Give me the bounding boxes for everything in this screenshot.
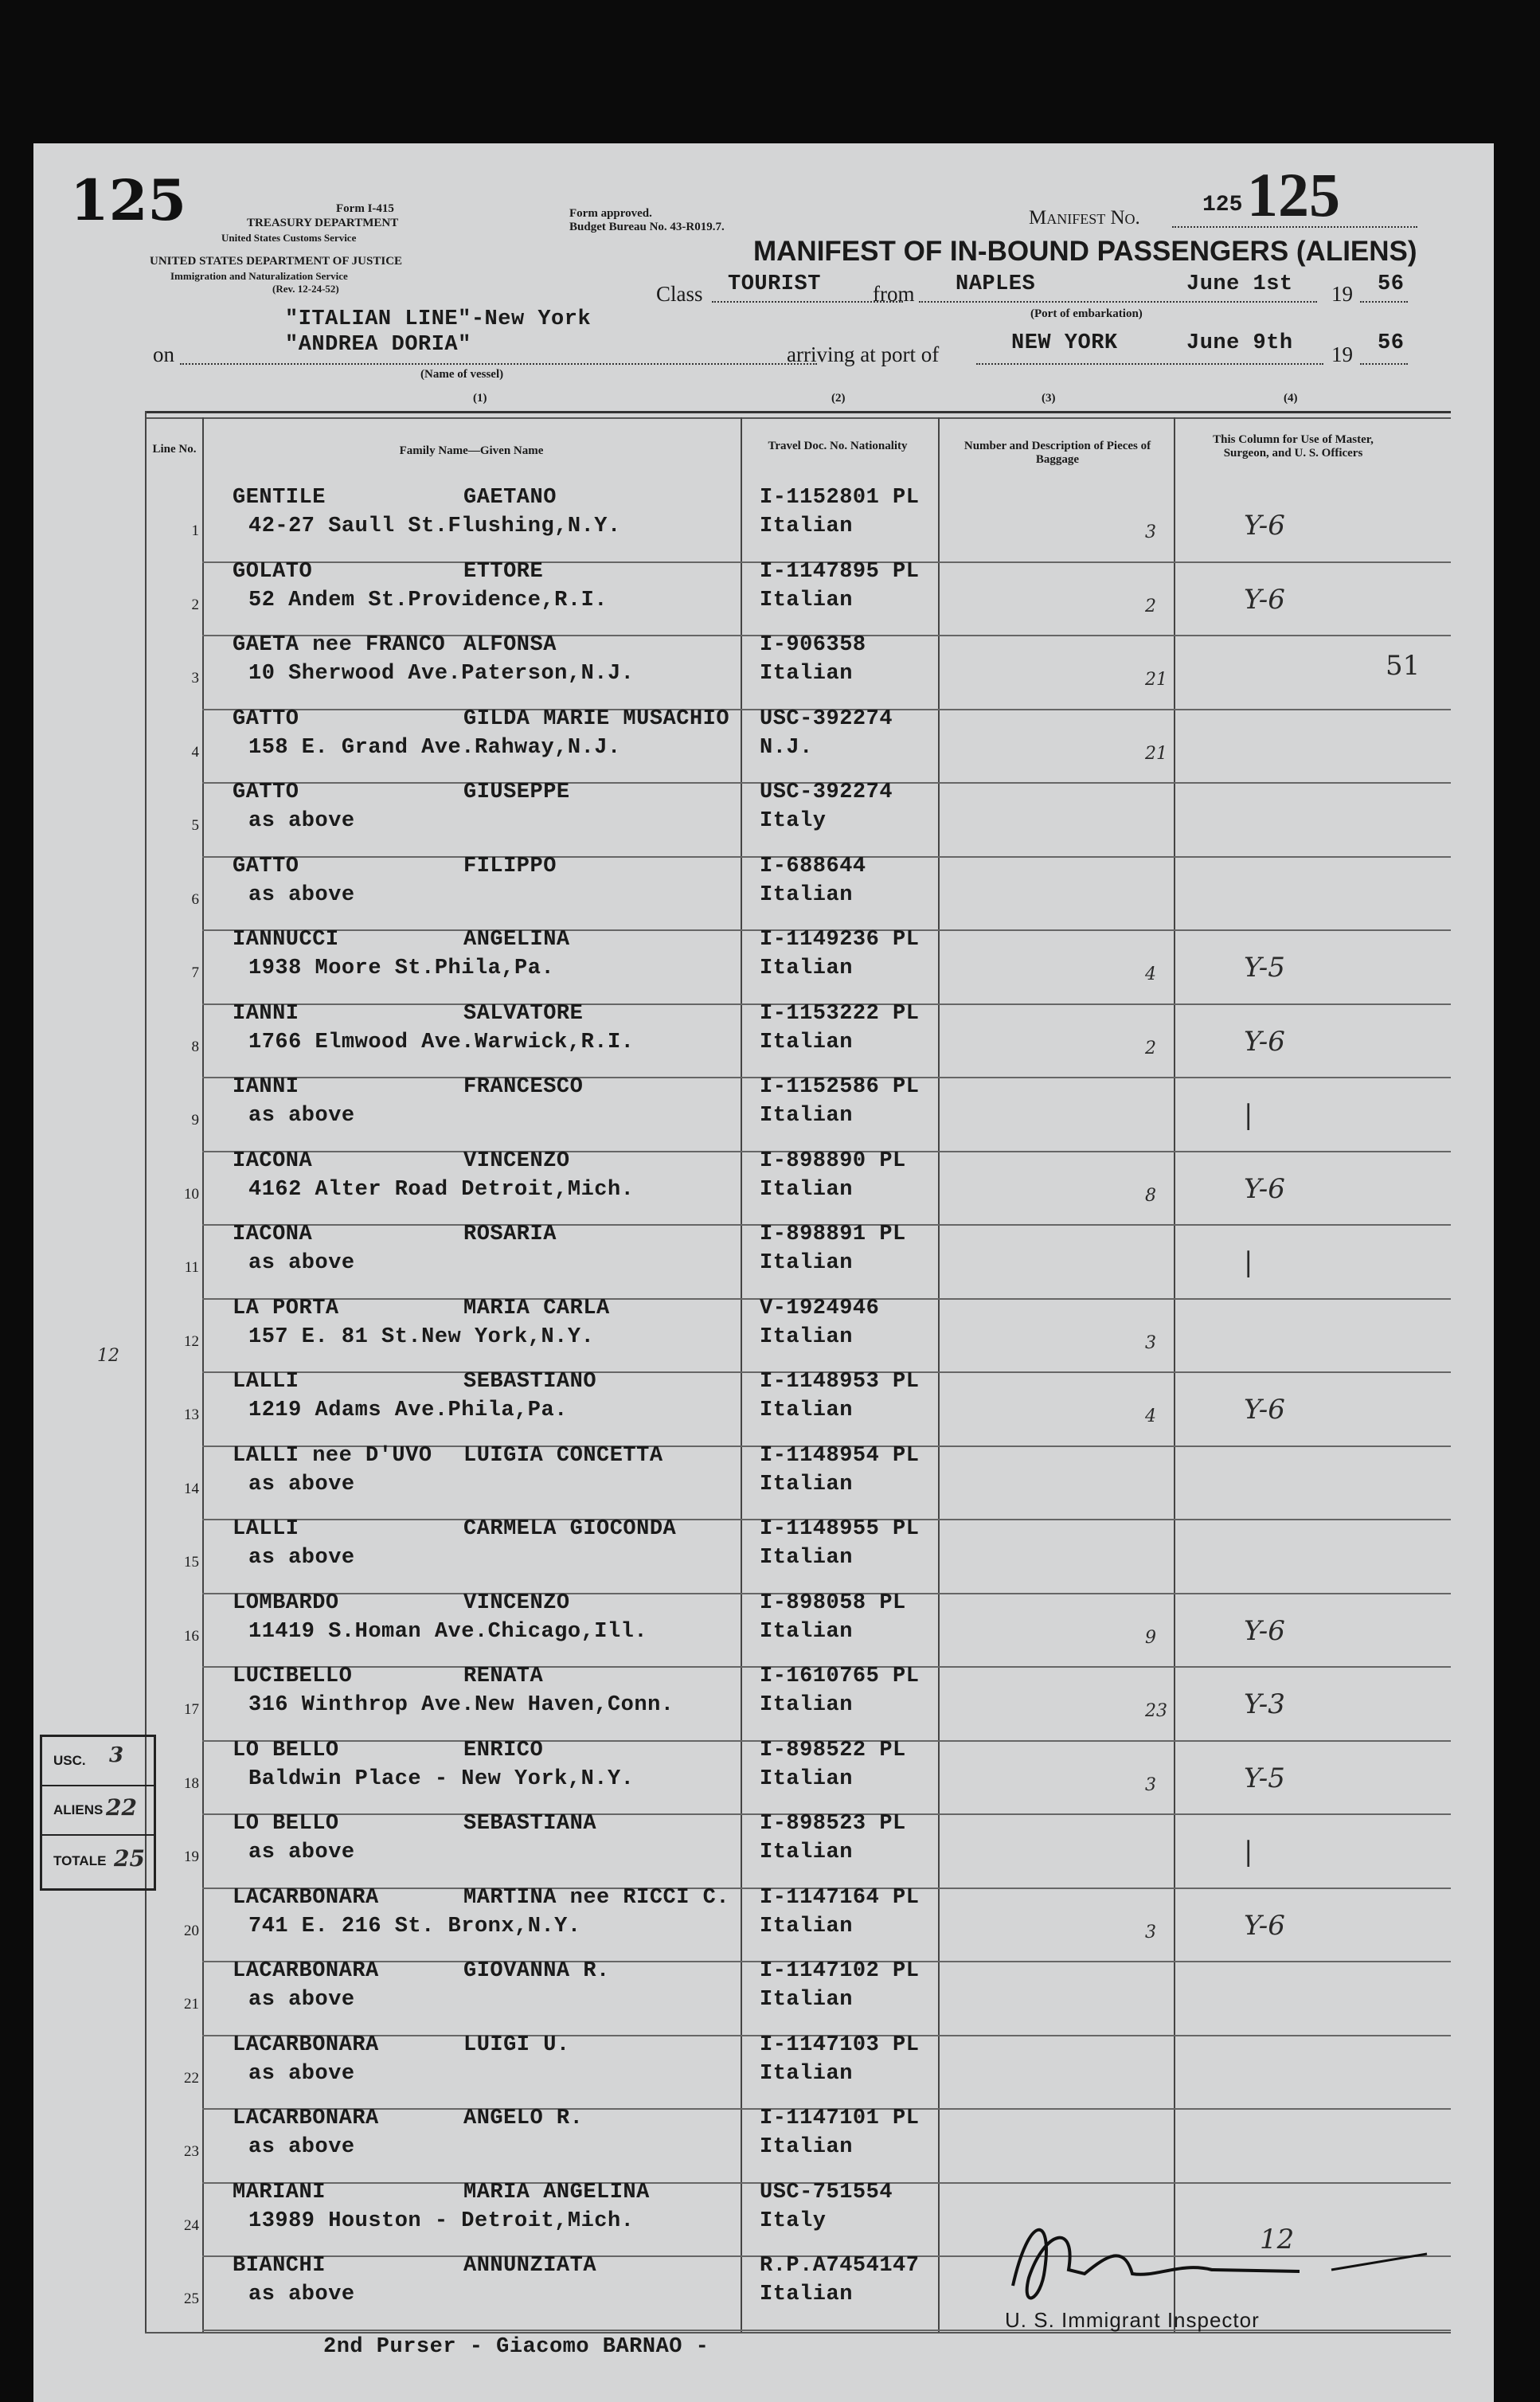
immigrant-inspector-label: U. S. Immigrant Inspector [1005,2308,1260,2332]
line-number: 22 [184,2069,199,2087]
family-name: GATTO [233,854,299,878]
given-name: VINCENZO [463,1590,570,1615]
header-travel-doc: Travel Doc. No. Nationality [768,440,908,452]
column-number-4: (4) [1284,392,1298,405]
usc-label: USC. [53,1753,86,1768]
manifest-title: MANIFEST OF IN-BOUND PASSENGERS (ALIENS) [753,236,1417,267]
baggage-count: 4 [1145,1406,1156,1426]
family-name: LO BELLO [233,1738,339,1762]
travel-doc-number: I-898890 PL [760,1148,906,1173]
total-label: TOTALE [53,1853,107,1868]
manifest-number-typed: 125 [1202,193,1243,217]
address: as above [248,2283,355,2306]
address: 316 Winthrop Ave.New Haven,Conn. [248,1693,674,1717]
given-name: GIOVANNA R. [463,1959,610,1983]
family-name: IACONA [233,1148,313,1173]
treasury-department: TREASURY DEPARTMENT [247,217,399,229]
address: as above [248,1988,355,2012]
signature-number: 12 [1260,2224,1295,2255]
line-number: 19 [184,1848,199,1865]
family-name: GENTILE [233,486,326,510]
line-number: 21 [184,1996,199,2013]
given-name: LUIGIA CONCETTA [463,1443,663,1468]
totals-stamp [40,1735,156,1891]
given-name: MARTINA nee RICCI C. [463,1885,730,1910]
on-label: on [153,342,174,366]
address: 1766 Elmwood Ave.Warwick,R.I. [248,1030,635,1054]
family-name: GOLATO [233,559,313,584]
line-number: 7 [191,964,199,981]
nationality: Italian [760,1841,853,1864]
travel-doc-number: I-1610765 PL [760,1665,920,1688]
shipping-line: "ITALIAN LINE"-New York [285,307,592,331]
form-approved: Form approved. [569,207,652,220]
table-row [202,2330,1451,2331]
address: 741 E. 216 St. Bronx,N.Y. [248,1914,581,1938]
nationality: Italian [760,588,853,612]
vessel-name: "ANDREA DORIA" [285,333,471,357]
travel-doc-number: V-1924946 [760,1296,880,1320]
officer-mark: | [1244,1836,1253,1868]
departure-year-prefix: 19 [1331,282,1353,306]
line-number: 2 [191,596,199,613]
travel-doc-number: I-688644 [760,854,866,878]
given-name: FRANCESCO [463,1075,584,1099]
nationality: Italian [760,1693,853,1717]
line-number: 24 [184,2216,199,2234]
family-name: LACARBONARA [233,2107,379,2130]
address: 1938 Moore St.Phila,Pa. [248,956,555,980]
nationality: Italian [760,1324,853,1349]
line-number: 18 [184,1774,199,1792]
address: 11419 S.Homan Ave.Chicago,Ill. [248,1619,648,1644]
officer-mark: Y-6 [1244,1025,1285,1058]
address: as above [248,2061,355,2086]
nationality: Italian [760,1030,853,1054]
address: as above [248,2135,355,2159]
baggage-count: 8 [1145,1185,1156,1206]
family-name: LACARBONARA [233,2032,379,2057]
usc-count: 3 [109,1743,124,1767]
travel-doc-number: I-1148954 PL [760,1443,920,1468]
family-name: LALLI [233,1370,299,1394]
officer-mark: Y-6 [1244,583,1285,616]
header-name: Family Name—Given Name [399,444,544,457]
line-number: 8 [191,1038,199,1055]
travel-doc-number: I-1152586 PL [760,1075,920,1099]
family-name: MARIANI [233,2180,326,2204]
line-number: 23 [184,2143,199,2160]
given-name: MARIA ANGELINA [463,2180,650,2204]
travel-doc-number: I-898522 PL [760,1738,906,1762]
address: as above [248,809,355,833]
nationality: Italian [760,514,853,538]
line-number: 1 [191,522,199,539]
line-number: 25 [184,2291,199,2307]
nationality: Italian [760,2061,853,2086]
family-name: LA PORTA [233,1296,339,1320]
family-name: IANNUCCI [233,928,339,952]
form-number: Form I-415 [336,202,394,215]
baggage-count: 21 [1145,670,1167,690]
baggage-count: 3 [1145,1922,1156,1942]
nationality: Italy [760,2208,827,2233]
nationality: Italian [760,1766,853,1791]
port-of-embarkation-caption: (Port of embarkation) [1030,307,1143,320]
travel-doc-number: I-1152801 PL [760,486,920,510]
given-name: ANGELO R. [463,2107,584,2130]
nationality: Italian [760,1546,853,1570]
header-line-no: Line No. [152,443,197,456]
revision-date: (Rev. 12-24-52) [272,283,339,295]
line-number: 4 [191,743,199,761]
nationality: Italian [760,2135,853,2159]
arrival-port: NEW YORK [1011,331,1118,355]
baggage-count: 9 [1145,1627,1156,1648]
address: Baldwin Place - New York,N.Y. [248,1766,635,1791]
total-count: 25 [114,1845,145,1872]
given-name: LUIGI U. [463,2032,570,2057]
officer-mark: | [1244,1099,1253,1131]
nationality: N.J. [760,735,813,760]
nationality: Italian [760,1177,853,1202]
arrival-date: June 9th [1186,331,1293,355]
column-number-1: (1) [473,392,487,405]
officer-mark: Y-5 [1244,1762,1285,1794]
nationality: Italian [760,1988,853,2012]
given-name: GILDA MARIE MUSACHIO [463,706,730,731]
manifest-number-stamped: 125 [1247,160,1340,229]
baggage-count: 4 [1145,964,1156,984]
given-name: ANGELINA [463,928,570,952]
customs-service: United States Customs Service [221,232,357,244]
line-number: 10 [184,1185,199,1203]
arrival-year: 56 [1378,331,1405,355]
line-number: 5 [191,817,199,834]
address: 13989 Houston - Detroit,Mich. [248,2208,635,2233]
page-stamp-number: 125 [70,167,187,233]
address: 1219 Adams Ave.Phila,Pa. [248,1399,568,1422]
travel-doc-number: I-898058 PL [760,1590,906,1615]
immigration-service: Immigration and Naturalization Service [170,270,348,282]
line-number: 9 [191,1112,199,1129]
officer-mark: Y-3 [1244,1688,1285,1720]
travel-doc-number: R.P.A7454147 [760,2254,920,2278]
address: 42-27 Saull St.Flushing,N.Y. [248,514,621,538]
baggage-count: 2 [1145,1038,1156,1058]
line-number: 20 [184,1922,199,1939]
officer-mark: Y-6 [1244,1394,1285,1426]
address: as above [248,1472,355,1496]
travel-doc-number: I-898891 PL [760,1223,906,1246]
given-name: FILIPPO [463,854,557,878]
nationality: Italian [760,956,853,980]
travel-doc-number: I-1147102 PL [760,1959,920,1983]
travel-doc-number: I-1147164 PL [760,1885,920,1910]
travel-doc-number: I-1147895 PL [760,559,920,584]
address: as above [248,1546,355,1570]
nationality: Italian [760,1619,853,1644]
given-name: RENATA [463,1665,544,1688]
left-margin-note: 12 [97,1346,119,1366]
nationality: Italian [760,1399,853,1422]
family-name: LACARBONARA [233,1959,379,1983]
manifest-label: Manifest No. [1029,207,1140,229]
given-name: GIUSEPPE [463,780,570,804]
given-name: ENRICO [463,1738,544,1762]
baggage-count: 2 [1145,596,1156,616]
given-name: SEBASTIANO [463,1370,597,1394]
aliens-count: 22 [106,1794,137,1821]
nationality: Italian [760,882,853,907]
department-of-justice: UNITED STATES DEPARTMENT OF JUSTICE [150,255,403,268]
line-number: 16 [184,1627,199,1645]
family-name: GATTO [233,706,299,731]
officer-mark: Y-5 [1244,952,1285,984]
nationality: Italian [760,1914,853,1938]
travel-doc-number: USC-392274 [760,780,893,804]
departure-date: June 1st [1186,272,1293,296]
line-number: 6 [191,890,199,908]
given-name: SALVATORE [463,1001,584,1026]
port-of-embarkation: NAPLES [956,272,1036,296]
line-number: 12 [184,1332,199,1350]
travel-doc-number: I-1147101 PL [760,2107,920,2130]
purser-name: 2nd Purser - Giacomo BARNAO - [323,2335,709,2359]
header-officers: This Column for Use of Master, Surgeon, and U. S. Officers [1213,433,1374,460]
family-name: LO BELLO [233,1812,339,1836]
travel-doc-number: I-1153222 PL [760,1001,920,1026]
nationality: Italian [760,1251,853,1275]
column-number-3: (3) [1042,392,1056,405]
travel-doc-number: I-906358 [760,633,866,657]
baggage-count: 23 [1145,1701,1167,1721]
family-name: IANNI [233,1001,299,1026]
travel-doc-number: I-898523 PL [760,1812,906,1836]
travel-doc-number: I-1148955 PL [760,1517,920,1541]
line-number: 14 [184,1480,199,1497]
travel-doc-number: USC-392274 [760,706,893,731]
family-name: LUCIBELLO [233,1665,353,1688]
given-name: ETTORE [463,559,544,584]
address: as above [248,882,355,907]
address: 4162 Alter Road Detroit,Mich. [248,1177,635,1202]
officer-mark: Y-6 [1244,1172,1285,1205]
officer-mark: Y-6 [1244,1614,1285,1647]
officer-mark: Y-6 [1244,1909,1285,1942]
family-name: LALLI nee D'UVO [233,1443,432,1468]
header-baggage: Number and Description of Pieces of Baggage [963,440,1151,466]
address: 52 Andem St.Providence,R.I. [248,588,608,612]
nationality: Italian [760,2283,853,2306]
vessel-caption: (Name of vessel) [420,368,504,381]
family-name: LOMBARDO [233,1590,339,1615]
travel-doc-number: I-1148953 PL [760,1370,920,1394]
address: 10 Sherwood Ave.Paterson,N.J. [248,662,635,686]
given-name: SEBASTIANA [463,1812,597,1836]
given-name: ANNUNZIATA [463,2254,597,2278]
departure-year: 56 [1378,272,1405,296]
travel-doc-number: USC-751554 [760,2180,893,2204]
nationality: Italian [760,662,853,686]
line-number: 11 [184,1259,199,1276]
address: as above [248,1251,355,1275]
address: as above [248,1104,355,1128]
baggage-count: 3 [1145,1332,1156,1353]
manifest-page [33,143,1494,2402]
address: as above [248,1841,355,1864]
from-label: from [873,282,915,306]
family-name: IANNI [233,1075,299,1099]
address: 157 E. 81 St.New York,N.Y. [248,1324,595,1349]
baggage-count: 3 [1145,522,1156,542]
address: 158 E. Grand Ave.Rahway,N.J. [248,735,621,760]
family-name: LACARBONARA [233,1885,379,1910]
line-number: 17 [184,1701,199,1718]
nationality: Italian [760,1472,853,1496]
line-number: 15 [184,1554,199,1571]
baggage-count: 3 [1145,1774,1156,1795]
class-label: Class [656,282,703,306]
family-name: BIANCHI [233,2254,326,2278]
arrival-year-prefix: 19 [1331,342,1353,366]
officer-mark: Y-6 [1244,510,1285,542]
count-note: 51 [1386,650,1421,682]
line-number: 3 [191,670,199,687]
given-name: GAETANO [463,486,557,510]
family-name: IACONA [233,1223,313,1246]
class-value: TOURIST [728,272,821,296]
nationality: Italian [760,1104,853,1128]
inspector-signature [997,2198,1443,2318]
budget-bureau: Budget Bureau No. 43-R019.7. [569,221,725,233]
given-name: CARMELA GIOCONDA [463,1517,677,1541]
line-number: 13 [184,1406,199,1423]
column-number-2: (2) [831,392,846,405]
aliens-label: ALIENS [53,1802,104,1817]
family-name: GATTO [233,780,299,804]
given-name: VINCENZO [463,1148,570,1173]
given-name: ALFONSA [463,633,557,657]
given-name: MARIA CARLA [463,1296,610,1320]
baggage-count: 21 [1145,743,1167,764]
travel-doc-number: I-1149236 PL [760,928,920,952]
nationality: Italy [760,809,827,833]
given-name: ROSARIA [463,1223,557,1246]
family-name: GAETA nee FRANCO [233,633,446,657]
officer-mark: | [1244,1246,1253,1278]
travel-doc-number: I-1147103 PL [760,2032,920,2057]
family-name: LALLI [233,1517,299,1541]
arriving-label: arriving at port of [787,342,940,366]
